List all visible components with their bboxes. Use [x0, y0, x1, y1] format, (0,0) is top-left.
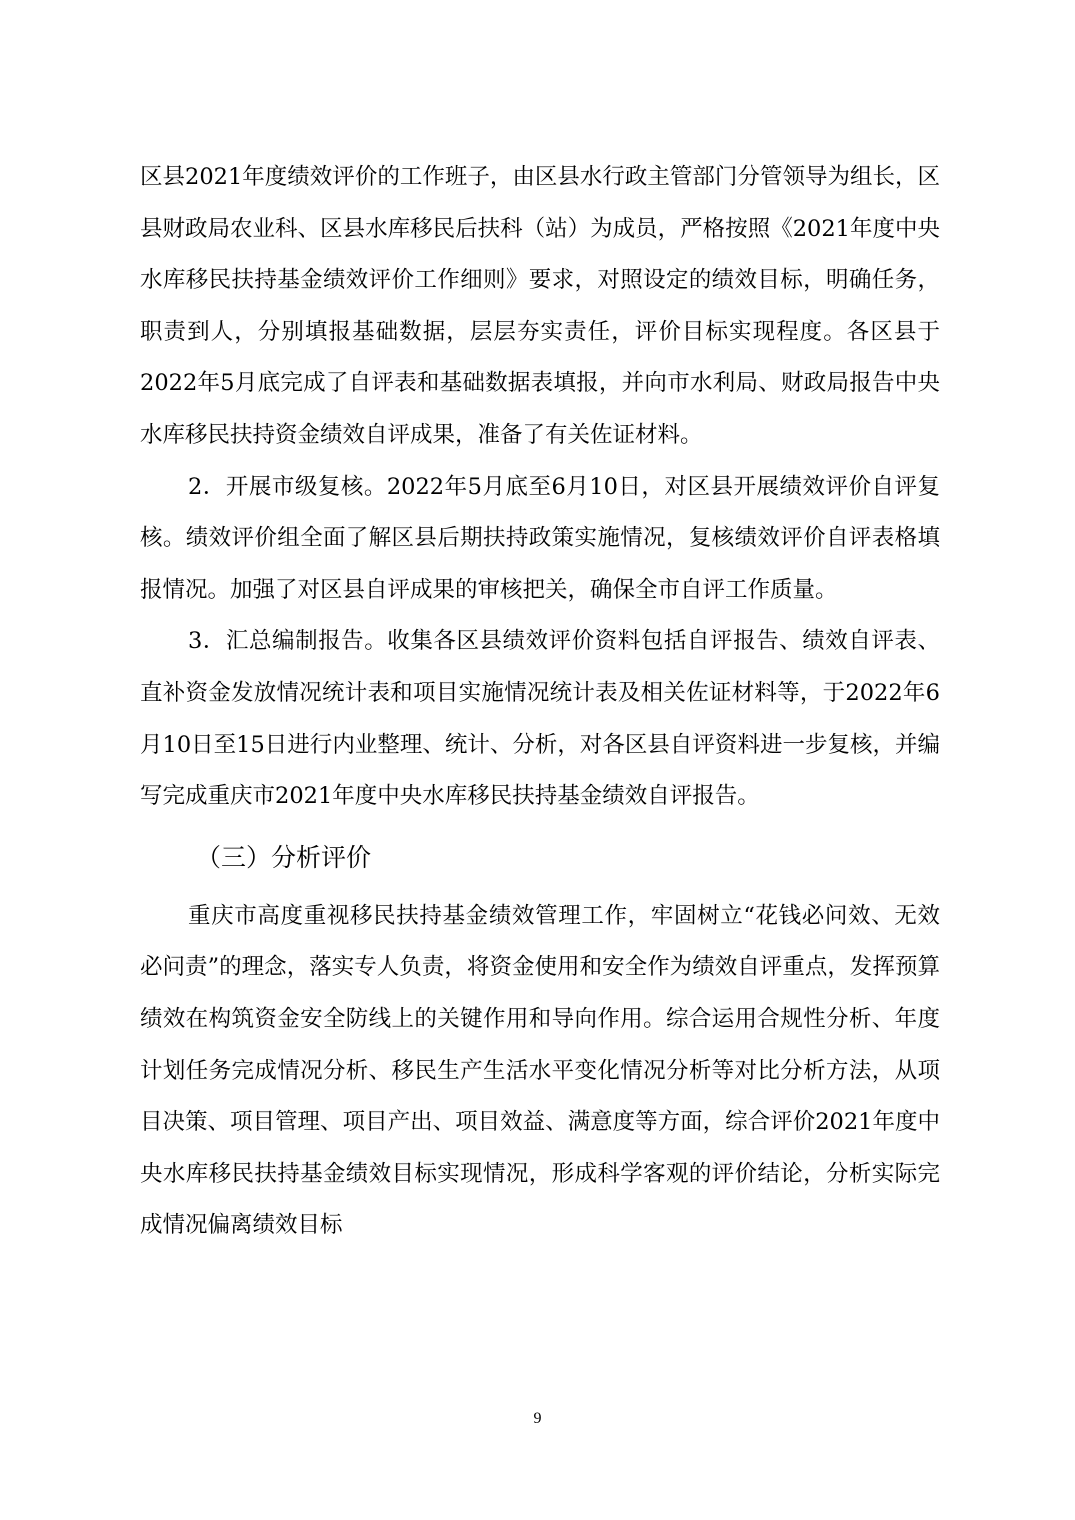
document-body: [140, 152, 940, 1252]
page-number: 9: [533, 1410, 542, 1427]
paragraph-report-compilation: 3．汇总编制报告。收集各区县绩效评价资料包括自评报告、绩效自评表、直补资金发放情况统计表和项目实施情况统计表及相关佐证材料等，于2022年6月10日至15日进行内业整理、统计、分析，对各区县自评资料进一步复核，并编写完成重庆市2021年度中央水库移民扶持基金绩效自评报告。: [140, 628, 940, 810]
paragraph-work-team: 区县2021年度绩效评价的工作班子，由区县水行政主管部门分管领导为组长，区县财政局农业科、区县水库移民后扶科（站）为成员，严格按照《2021年度中央水库移民扶持基金绩效评价工作细则》要求，对照设定的绩效目标，明确任务，职责到人，分别填报基础数据，层层夯实责任，评价目标实现程度。各区县于2022年5月底完成了自评表和基础数据表填报，并向市水利局、财政局报告中央水库移民扶持资金绩效自评成果，准备了有关佐证材料。: [140, 164, 940, 448]
section-heading: （三）分析评价: [196, 842, 372, 872]
paragraph-city-review: 2．开展市级复核。2022年5月底至6月10日，对区县开展绩效评价自评复核。绩效评价组全面了解区县后期扶持政策实施情况，复核绩效评价自评表格填报情况。加强了对区县自评成果的审核把关，确保全市自评工作质量。: [140, 473, 940, 603]
paragraph-analysis-evaluation: 重庆市高度重视移民扶持基金绩效管理工作，牢固树立“花钱必问效、无效必问责”的理念，落实专人负责，将资金使用和安全作为绩效自评重点，发挥预算绩效在构筑资金安全防线上的关键作用和导向作用。综合运用合规性分析、年度计划任务完成情况分析、移民生产生活水平变化情况分析等对比分析方法，从项目决策、项目管理、项目产出、项目效益、满意度等方面，综合评价2021年度中央水库移民扶持基金绩效目标实现情况，形成科学客观的评价结论，分析实际完成情况偏离绩效目标: [140, 902, 940, 1239]
